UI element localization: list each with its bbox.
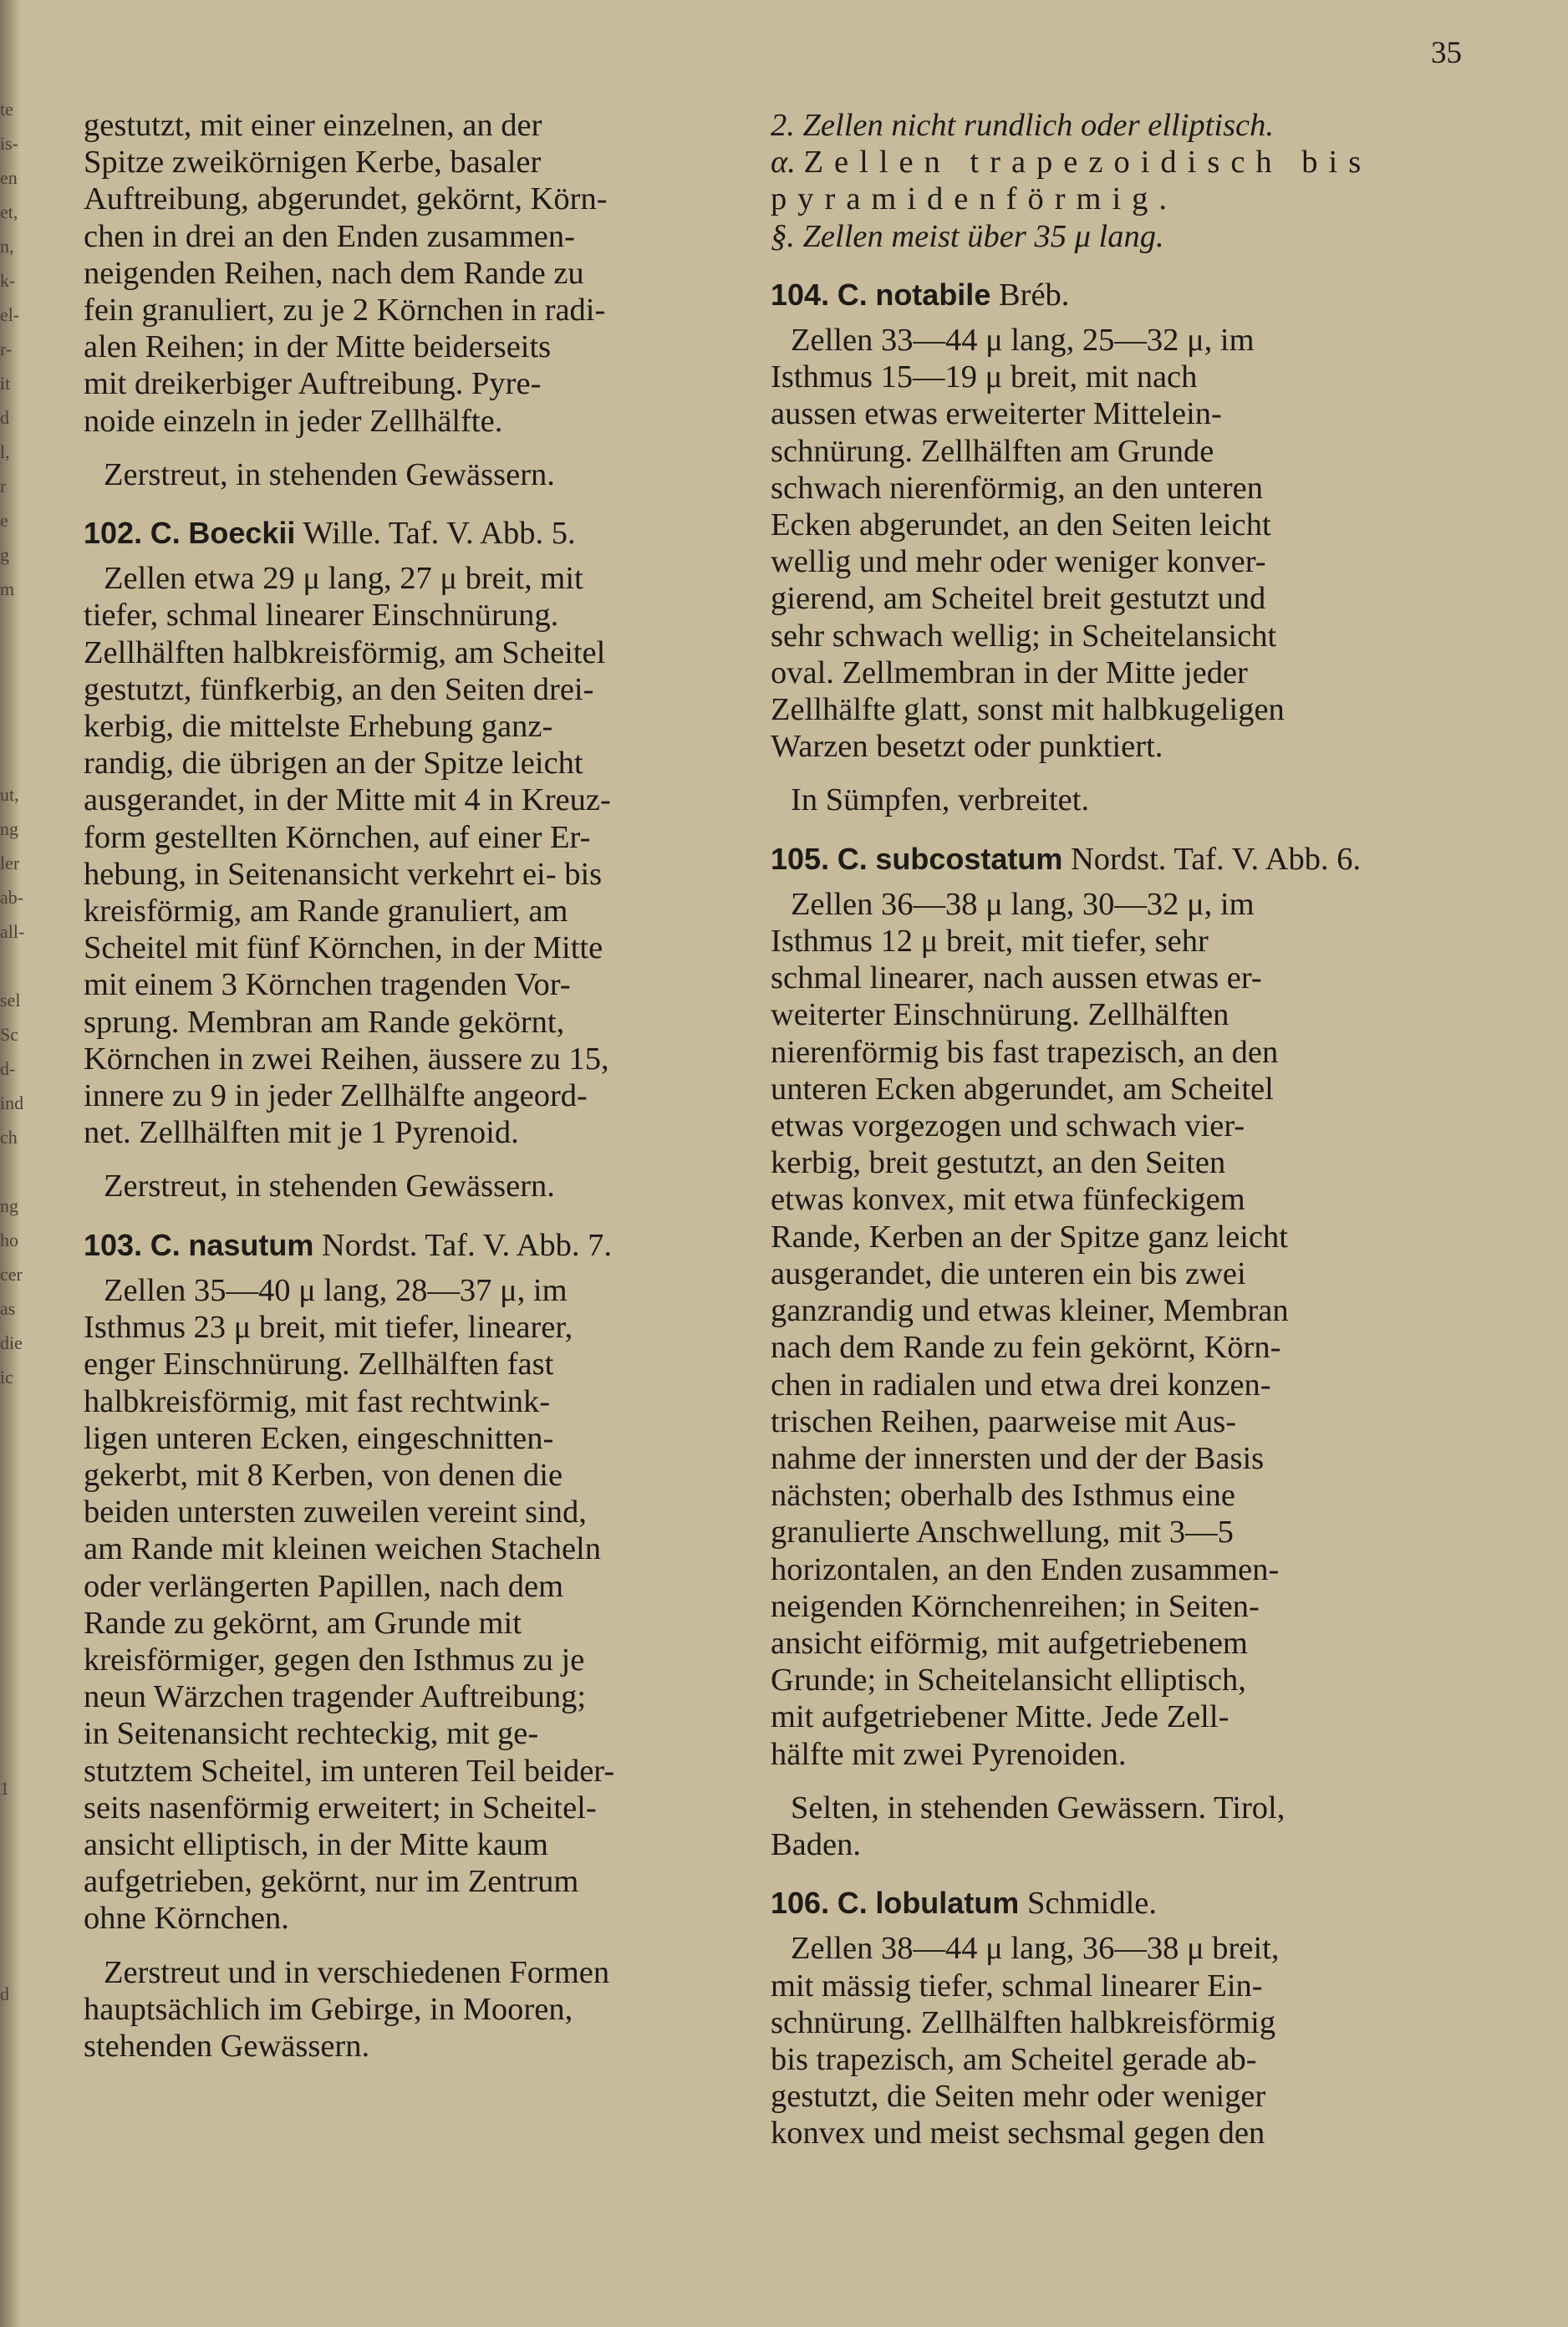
gutter-letter: r- — [0, 339, 13, 359]
gutter-letter: ind — [0, 1092, 24, 1113]
gutter-letter: cer — [0, 1264, 23, 1285]
description-line: kerbig, die mittelste Erhebung ganz- — [84, 709, 553, 745]
description-line: oder verlängerten Papillen, nach dem — [84, 1568, 564, 1604]
description-line: nahme der innersten und der der Basis — [771, 1440, 1265, 1476]
description-line: Zellen 33—44 μ lang, 25—32 μ, im — [791, 323, 1255, 359]
description-line: noide einzeln in jeder Zellhälfte. — [84, 403, 503, 439]
key-alpha-text: Zellen trapezoidisch bis — [803, 145, 1372, 181]
description-line: gierend, am Scheitel breit gestutzt und — [771, 581, 1266, 617]
description-line: Isthmus 23 μ breit, mit tiefer, linearer, — [84, 1310, 573, 1346]
species-epithet: notabile — [875, 277, 991, 312]
description-line: am Rande mit kleinen weichen Stacheln — [84, 1531, 602, 1567]
description-line: schnürung. Zellhälften halbkreisförmig — [771, 2004, 1276, 2040]
key-line-alpha — [771, 144, 1464, 181]
description-line: ansicht eiförmig, mit aufgetriebenem — [771, 1625, 1248, 1661]
species-heading — [84, 515, 736, 552]
description-line: Auftreibung, abgerundet, gekörnt, Körn- — [84, 181, 608, 217]
description-line: in Seitenansicht rechteckig, mit ge- — [84, 1716, 539, 1752]
habitat-note — [771, 1790, 1464, 1863]
gutter-letter: d — [0, 407, 9, 428]
plate-reference: Taf. V. — [425, 1227, 511, 1263]
description-line: tiefer, schmal linearer Einschnürung. — [84, 598, 559, 634]
description-line: nierenförmig bis fast trapezisch, an den — [771, 1034, 1279, 1070]
description-line: chen in drei an den Enden zusammen- — [84, 218, 575, 254]
plate-reference: Taf. V. — [388, 516, 474, 552]
description-line: schwach nierenförmig, an den unteren — [771, 470, 1264, 506]
description-line: Körnchen in zwei Reihen, äussere zu 15, — [84, 1041, 609, 1077]
description-line: net. Zellhälften mit je 1 Pyrenoid. — [84, 1115, 519, 1151]
description-line: neigenden Körnchenreihen; in Seiten- — [771, 1588, 1260, 1624]
gutter-letter: et, — [0, 201, 18, 222]
description-line: halbkreisförmig, mit fast rechtwink- — [84, 1383, 551, 1419]
description-line: gekerbt, mit 8 Kerben, von denen die — [84, 1457, 563, 1493]
gutter-letter: it — [0, 373, 11, 394]
gutter-letter: as — [0, 1298, 16, 1319]
page-number: 35 — [1431, 36, 1462, 70]
gutter-letter: ut, — [0, 784, 19, 805]
description-line: sehr schwach wellig; in Scheitelansicht — [771, 618, 1277, 654]
description-line: hälfte mit zwei Pyrenoiden. — [771, 1736, 1127, 1772]
plate-reference: Taf. V. — [1173, 841, 1260, 877]
left-column — [84, 107, 736, 2065]
description-line: Zellhälften halbkreisförmig, am Scheitel — [84, 634, 606, 670]
gutter-letter: te — [0, 99, 13, 120]
description-line: Grunde; in Scheitelansicht elliptisch, — [771, 1663, 1246, 1698]
description-line: Rande zu gekörnt, am Grunde mit — [84, 1605, 522, 1641]
gutter-letter: en — [0, 167, 18, 188]
habitat-line: Zerstreut, in stehenden Gewässern. — [104, 1169, 555, 1204]
description-line: mit dreikerbiger Auftreibung. Pyre- — [84, 366, 542, 402]
description-line: wellig und mehr oder weniger konver- — [771, 544, 1266, 580]
description-line: kerbig, breit gestutzt, an den Seiten — [771, 1145, 1226, 1181]
species-description — [84, 560, 736, 1151]
description-line: innere zu 9 in jeder Zellhälfte angeord- — [84, 1078, 588, 1114]
habitat-note — [84, 1954, 736, 2065]
description-line: seits nasenförmig erweitert; in Scheitel- — [84, 1790, 597, 1825]
description-line: Isthmus 15—19 μ breit, mit nach — [771, 359, 1198, 395]
key-alpha-text-cont: pyramidenförmig. — [771, 181, 1179, 217]
gutter-letter: ab- — [0, 887, 24, 908]
left-page-edge — [0, 0, 25, 2327]
habitat-line: stehenden Gewässern. — [84, 2028, 370, 2064]
description-line: alen Reihen; in der Mitte beiderseits — [84, 329, 552, 365]
species-heading — [771, 1885, 1464, 1922]
description-line: kreisförmiger, gegen den Isthmus zu je — [84, 1642, 585, 1678]
species-number: 105. — [771, 841, 830, 876]
habitat-line: Zerstreut und in verschiedenen Formen — [104, 1954, 610, 1990]
description-line: mit mässig tiefer, schmal linearer Ein- — [771, 1968, 1263, 2004]
species-description — [771, 322, 1464, 765]
figure-reference: Abb. 5. — [480, 516, 576, 552]
species-epithet: Boeckii — [188, 516, 296, 551]
species-epithet: nasutum — [188, 1227, 314, 1262]
description-line: ausgerandet, die unteren ein bis zwei — [771, 1255, 1246, 1291]
gutter-letter: d- — [0, 1058, 16, 1079]
description-line: Zellen 35—40 μ lang, 28—37 μ, im — [104, 1272, 568, 1308]
description-line: ganzrandig und etwas kleiner, Membran — [771, 1293, 1289, 1329]
figure-reference: Abb. 7. — [516, 1227, 613, 1263]
habitat-line: Selten, in stehenden Gewässern. Tirol, — [791, 1790, 1285, 1825]
description-line: granulierte Anschwellung, mit 3—5 — [771, 1515, 1234, 1550]
habitat-line: In Sümpfen, verbreitet. — [791, 782, 1090, 818]
continued-description — [84, 107, 736, 440]
description-line: mit aufgetriebener Mitte. Jede Zell- — [771, 1699, 1229, 1735]
description-line: hebung, in Seitenansicht verkehrt ei- bis — [84, 856, 603, 892]
description-line: nächsten; oberhalb des Isthmus eine — [771, 1478, 1235, 1514]
description-line: neun Wärzchen tragender Auftreibung; — [84, 1679, 587, 1715]
description-line: unteren Ecken abgerundet, am Scheitel — [771, 1071, 1274, 1107]
species-heading — [771, 277, 1464, 313]
gutter-letter: m — [0, 578, 15, 599]
description-line: Rande, Kerben an der Spitze ganz leicht — [771, 1219, 1288, 1255]
description-line: weiterter Einschnürung. Zellhälften — [771, 997, 1229, 1033]
gutter-letter: el- — [0, 304, 20, 325]
gutter-letter: die — [0, 1332, 23, 1353]
description-line: Zellen 36—38 μ lang, 30—32 μ, im — [791, 886, 1255, 922]
description-line: gestutzt, fünfkerbig, an den Seiten drei- — [84, 671, 594, 707]
species-heading — [84, 1227, 736, 1264]
habitat-note — [84, 1168, 736, 1204]
description-line: ausgerandet, in der Mitte mit 4 in Kreuz- — [84, 782, 611, 818]
description-line: sprung. Membran am Rande gekörnt, — [84, 1004, 565, 1040]
species-author: Bréb. — [998, 277, 1070, 313]
description-line: bis trapezisch, am Scheitel gerade ab- — [771, 2041, 1257, 2077]
species-description — [84, 1272, 736, 1937]
description-line: konvex und meist sechsmal gegen den — [771, 2116, 1265, 2151]
key-line-paragraph: §. Zellen meist über 35 μ lang. — [771, 218, 1164, 254]
description-line: enger Einschnürung. Zellhälften fast — [84, 1347, 554, 1382]
species-author: Wille. — [303, 516, 381, 552]
description-line: ohne Körnchen. — [84, 1901, 289, 1937]
description-line: kreisförmig, am Rande granuliert, am — [84, 894, 568, 929]
species-genus: C. — [837, 841, 868, 876]
description-line: Scheitel mit fünf Körnchen, in der Mitte — [84, 930, 603, 966]
species-description — [771, 1930, 1464, 2151]
species-genus: C. — [837, 1886, 868, 1921]
species-genus: C. — [150, 1227, 181, 1262]
gutter-letter: all- — [0, 921, 25, 942]
gutter-letter: l, — [0, 441, 10, 462]
description-line: Spitze zweikörnigen Kerbe, basaler — [84, 145, 542, 181]
adjacent-page-letters — [0, 92, 25, 2114]
description-line: ligen unteren Ecken, eingeschnitten- — [84, 1420, 554, 1456]
description-line: trischen Reihen, paarweise mit Aus- — [771, 1403, 1237, 1439]
description-line: randig, die übrigen an der Spitze leicht — [84, 746, 583, 782]
species-description — [771, 886, 1464, 1773]
species-number: 102. — [84, 516, 143, 551]
description-line: Zellen 38—44 μ lang, 36—38 μ breit, — [791, 1931, 1280, 1967]
description-line: mit einem 3 Körnchen tragenden Vor- — [84, 967, 571, 1003]
species-epithet: subcostatum — [875, 841, 1063, 876]
species-number: 106. — [771, 1886, 830, 1921]
habitat-note — [771, 782, 1464, 818]
gutter-letter: is- — [0, 133, 18, 154]
figure-reference: Abb. 6. — [1265, 841, 1362, 877]
key-line-2: 2. Zellen nicht rundlich oder elliptisch. — [771, 108, 1275, 143]
description-line: Ecken abgerundet, an den Seiten leicht — [771, 507, 1271, 543]
description-line: nach dem Rande zu fein gekörnt, Körn- — [771, 1330, 1281, 1366]
species-author: Schmidle. — [1026, 1886, 1157, 1922]
description-line: aufgetrieben, gekörnt, nur im Zentrum — [84, 1864, 579, 1900]
description-line: ansicht elliptisch, in der Mitte kaum — [84, 1826, 548, 1862]
gutter-letter: ho — [0, 1230, 18, 1250]
species-heading — [771, 841, 1464, 878]
description-line: beiden untersten zuweilen vereint sind, — [84, 1494, 587, 1530]
habitat-line: Baden. — [771, 1826, 861, 1862]
description-line: horizontalen, an den Enden zusammen- — [771, 1551, 1280, 1587]
gutter-letter: ic — [0, 1367, 13, 1388]
right-column — [771, 107, 1464, 2152]
gutter-letter: sel — [0, 990, 21, 1011]
species-epithet: lobulatum — [875, 1886, 1020, 1921]
description-line: Warzen besetzt oder punktiert. — [771, 729, 1163, 765]
description-line: chen in radialen und etwa drei konzen- — [771, 1367, 1271, 1403]
species-author: Nordst. — [321, 1227, 418, 1263]
gutter-letter: k- — [0, 270, 16, 291]
species-number: 104. — [771, 277, 830, 312]
description-line: Zellhälfte glatt, sonst mit halbkugeligen — [771, 692, 1285, 728]
gutter-letter: r — [0, 476, 7, 496]
habitat-note — [84, 456, 736, 493]
description-line: Isthmus 12 μ breit, mit tiefer, sehr — [771, 924, 1209, 960]
gutter-letter: ng — [0, 1195, 18, 1216]
gutter-letter: d — [0, 1983, 9, 2004]
description-line: gestutzt, die Seiten mehr oder weniger — [771, 2079, 1266, 2115]
species-genus: C. — [837, 277, 868, 312]
description-line: fein granuliert, zu je 2 Körnchen in radi- — [84, 293, 606, 328]
description-line: etwas konvex, mit etwa fünfeckigem — [771, 1182, 1245, 1218]
gutter-letter: ng — [0, 818, 18, 839]
description-line: schmal linearer, nach aussen etwas er- — [771, 960, 1262, 996]
description-line: etwas vorgezogen und schwach vier- — [771, 1108, 1245, 1144]
description-line: form gestellten Körnchen, auf einer Er- — [84, 819, 591, 855]
habitat-line: hauptsächlich im Gebirge, in Mooren, — [84, 1991, 573, 2027]
description-line: Zellen etwa 29 μ lang, 27 μ breit, mit — [104, 561, 583, 597]
gutter-letter: e — [0, 510, 8, 531]
identification-key — [771, 107, 1464, 255]
species-author: Nordst. — [1071, 841, 1167, 877]
gutter-letter: ler — [0, 853, 20, 873]
gutter-letter: ch — [0, 1127, 18, 1148]
description-line: stutztem Scheitel, im unteren Teil beider- — [84, 1753, 615, 1789]
description-line: oval. Zellmembran in der Mitte jeder — [771, 654, 1248, 690]
habitat-line: Zerstreut, in stehenden Gewässern. — [104, 456, 555, 492]
gutter-letter: 1 — [0, 1778, 9, 1799]
description-line: aussen etwas erweiterter Mittelein- — [771, 396, 1222, 432]
gutter-letter: g — [0, 544, 9, 565]
species-number: 103. — [84, 1227, 143, 1262]
description-line: gestutzt, mit einer einzelnen, an der — [84, 108, 542, 143]
gutter-letter: Sc — [0, 1024, 18, 1045]
gutter-letter: n, — [0, 236, 14, 257]
description-line: schnürung. Zellhälften am Grunde — [771, 433, 1214, 469]
key-alpha-prefix: α. — [771, 145, 796, 181]
description-line: neigenden Reihen, nach dem Rande zu — [84, 255, 584, 291]
species-genus: C. — [150, 516, 181, 551]
